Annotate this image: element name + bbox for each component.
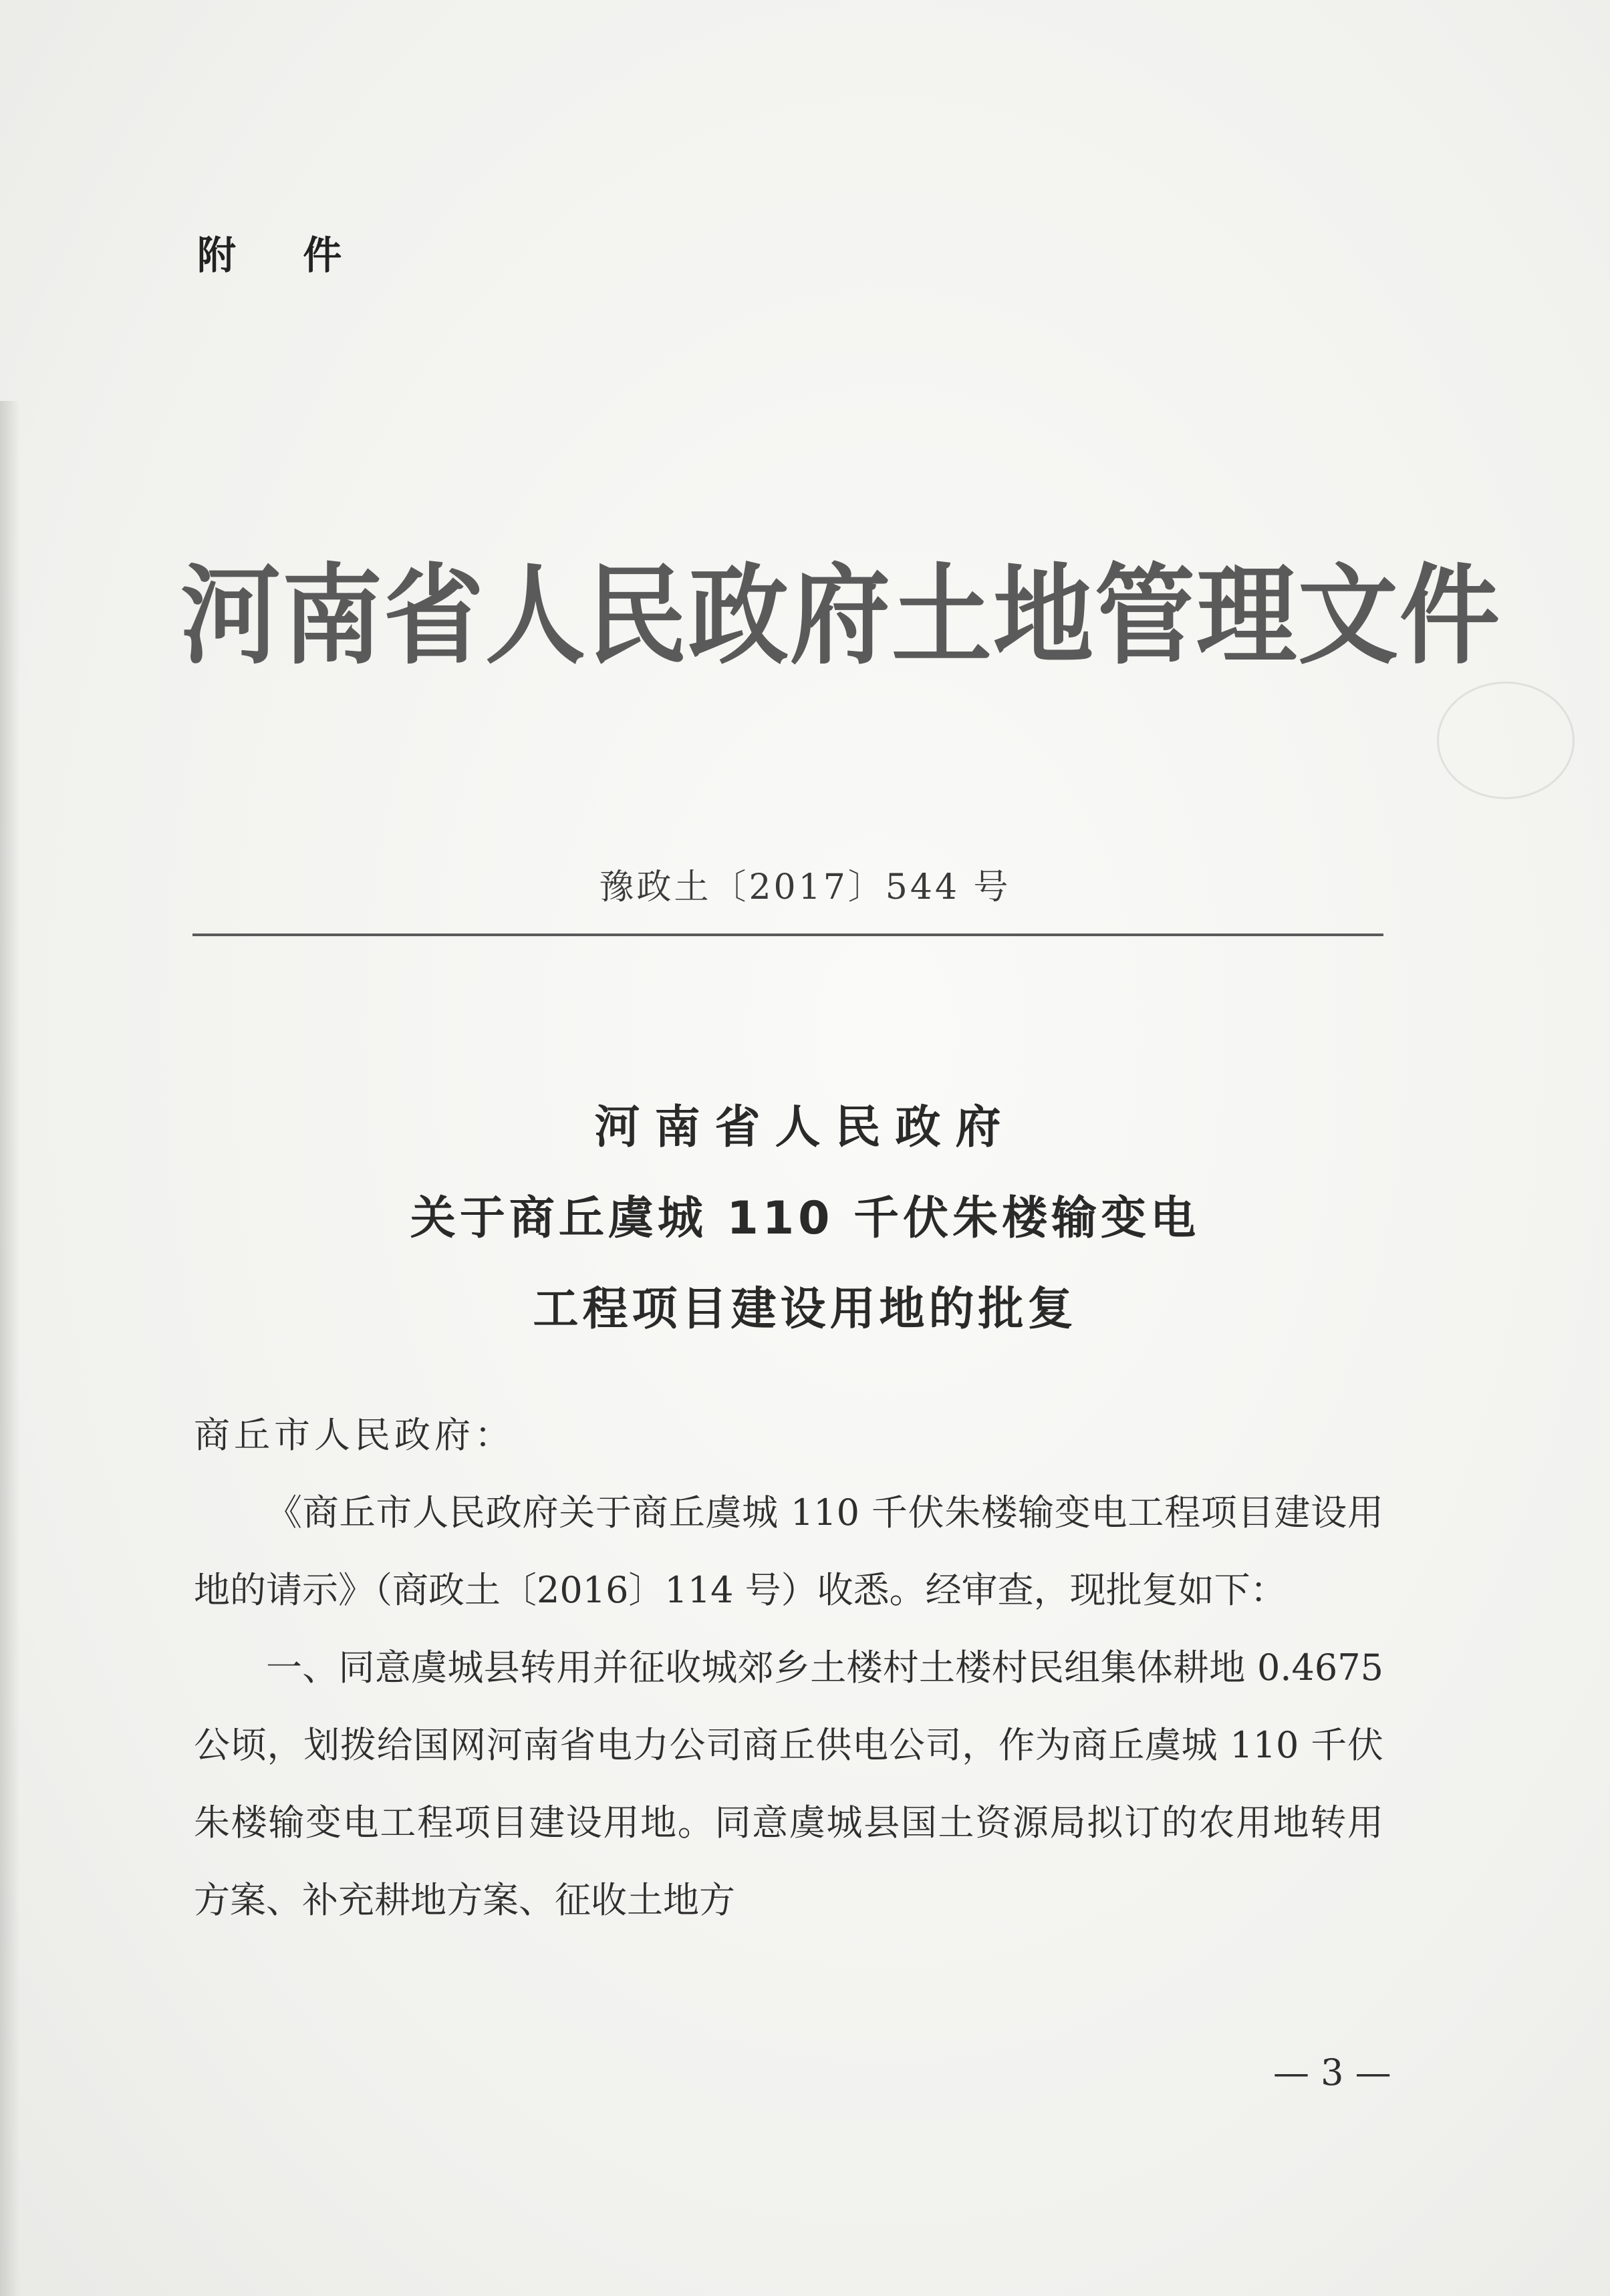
- salutation: 商丘市人民政府：: [194, 1414, 515, 1456]
- approval-title: [0, 1083, 1610, 1355]
- title-line-3: 工程项目建设用地的批复: [533, 1283, 1077, 1336]
- issuer-header-title: 河南省人民政府土地管理文件: [180, 553, 1502, 680]
- document-number: 豫政土〔2017〕544 号: [599, 867, 1011, 907]
- title-line-1: 河南省人民政府: [594, 1101, 1016, 1154]
- body-paragraph-1: 《商丘市人民政府关于商丘虞城 110 千伏朱楼输变电工程项目建设用地的请示》（商政土〔2016〕114 号）收悉。经审查，现批复如下：: [194, 1491, 1383, 1611]
- header-divider-line: [192, 934, 1383, 936]
- document-body: [194, 1397, 1383, 1939]
- body-paragraph-2: 一、同意虞城县转用并征收城郊乡土楼村土楼村民组集体耕地 0.4675 公顷，划拨给国网河南省电力公司商丘供电公司，作为商丘虞城 110 千伏朱楼输变电工程项目建设用地。同意虞城县国土资源局拟订的农用地转用方案、补充耕地方案、征收土地方: [194, 1646, 1383, 1921]
- faint-stamp-mark: [1437, 682, 1575, 799]
- attachment-label: 附 件: [197, 233, 369, 278]
- page-number: — 3 —: [1273, 2051, 1391, 2094]
- title-line-2: 关于商丘虞城 110 千伏朱楼输变电: [410, 1192, 1200, 1245]
